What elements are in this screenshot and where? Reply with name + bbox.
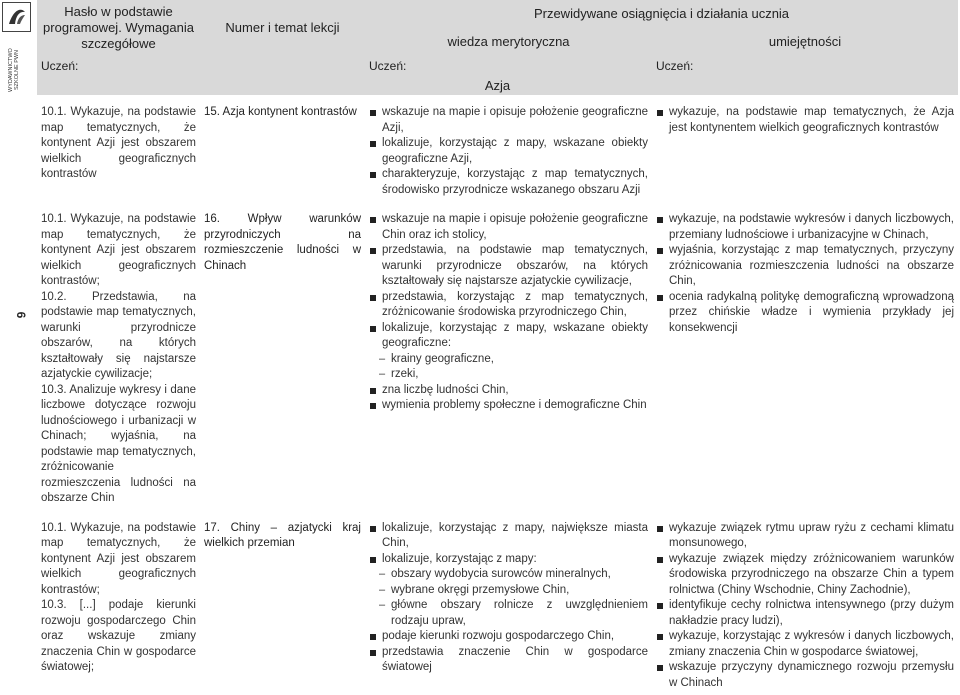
curriculum-table — [37, 0, 958, 631]
skills-cell — [652, 208, 958, 511]
student-label-1: Uczeń: — [37, 56, 365, 75]
list-item: ocenia radykalną politykę demograficzną wprowadzoną przez chińskie władze i wymienia przykłady jej konsekwencji — [656, 290, 954, 337]
list-subitem: – wybrane okręgi przemysłowe Chin, — [369, 583, 648, 599]
list-item: identyfikuje cechy rolnictwa intensywnego (przy dużym nakładzie pracy ludzi), — [656, 598, 954, 629]
lesson-cell: 17. Chiny – azjatycki kraj wielkich przemian — [200, 517, 365, 695]
list-subitem: – obszary wydobycia surowców mineralnych, — [369, 567, 648, 583]
knowledge-cell — [365, 101, 652, 202]
header-skills: umiejętności — [652, 27, 958, 56]
list-item: wykazuje związek rytmu upraw ryżu z cechami klimatu monsunowego, — [656, 521, 954, 552]
list-item: wyjaśnia, korzystając z map tematycznych, przyczyny zróżnicowania rozmieszczenia ludności na obszarze Chin, — [656, 243, 954, 290]
requirement-text: 10.1. Wykazuje, na podstawie map tematycznych, że kontynent Azji jest obszarem wielkich geograficznych kontrastów — [41, 105, 196, 183]
logo-swirl-icon — [6, 6, 28, 28]
list-item: wskazuje przyczyny dynamicznego rozwoju przemysłu w Chinach — [656, 660, 954, 691]
section-title: Azja — [37, 75, 958, 95]
list-item: podaje kierunki rozwoju gospodarczego Chin, — [369, 629, 648, 645]
lesson-cell: 16. Wpływ warunków przyrodniczych na rozmieszczenie ludności w Chinach — [200, 208, 365, 511]
lesson-cell: 15. Azja kontynent kontrastów — [200, 101, 365, 202]
knowledge-cell — [365, 517, 652, 695]
requirement-text: 10.1. Wykazuje, na podstawie map tematycznych, że kontynent Azji jest obszarem wielkich geograficznych kontrastów; — [41, 521, 196, 599]
requirements-cell — [37, 208, 200, 511]
requirements-cell — [37, 517, 200, 695]
sidebar — [0, 0, 33, 631]
list-item: wskazuje na mapie i opisuje położenie geograficzne Azji, — [369, 105, 648, 136]
list-item: lokalizuje, korzystając z mapy, wskazane obiekty geograficzne: — [369, 321, 648, 352]
knowledge-cell — [365, 208, 652, 511]
list-subitem: – rzeki, — [369, 367, 648, 383]
list-item: zna liczbę ludności Chin, — [369, 383, 648, 399]
list-item: wykazuje związek między zróżnicowaniem warunków środowiska przyrodniczego na obszarze Chin a typem rolnictwa (Chiny Wschodnie, Chiny Zachodnie), — [656, 552, 954, 599]
skills-cell — [652, 101, 958, 202]
student-label-2: Uczeń: — [365, 56, 652, 75]
requirement-text: 10.3. Analizuje wykresy i dane liczbowe dotyczące rozwoju ludnościowego i urbanizacji w Chinach; wyjaśnia, na podstawie map tematycznych, zróżnicowanie rozmieszczenia ludności na obszarze Chin — [41, 383, 196, 507]
header-lesson: Numer i temat lekcji — [200, 0, 365, 56]
page-number: 6 — [8, 305, 28, 325]
list-item: wskazuje na mapie i opisuje położenie geograficzne Chin oraz ich stolicy, — [369, 212, 648, 243]
list-item: wykazuje, na podstawie map tematycznych, że Azja jest kontynentem wielkich geograficznych kontrastów — [656, 105, 954, 136]
list-subitem: – krainy geograficzne, — [369, 352, 648, 368]
header-requirements: Hasło w podstawie programowej. Wymagania szczegółowe — [37, 0, 200, 56]
publisher-logo — [2, 2, 31, 32]
table-row — [37, 101, 958, 202]
list-item: przedstawia znaczenie Chin w gospodarce światowej — [369, 645, 648, 676]
header-knowledge: wiedza merytoryczna — [365, 27, 652, 56]
student-label-3: Uczeń: — [652, 56, 958, 75]
list-item: wymienia problemy społeczne i demograficzne Chin — [369, 398, 648, 414]
list-item: charakteryzuje, korzystając z map tematycznych, środowisko przyrodnicze wskazanego obszaru Azji — [369, 167, 648, 198]
requirement-text: 10.3. [...] podaje kierunki rozwoju gospodarczego Chin oraz wskazuje zmiany znaczenia Chin w gospodarce światowej; — [41, 598, 196, 676]
list-item: lokalizuje, korzystając z mapy, wskazane obiekty geograficzne Azji, — [369, 136, 648, 167]
requirements-cell — [37, 101, 200, 202]
requirement-text: 10.2. Przedstawia, na podstawie map tematycznych, warunki przyrodnicze obszarów, na których kształtowały się najstarsze azjatyckie cywilizacje; — [41, 290, 196, 383]
table-row — [37, 208, 958, 511]
header-outcomes: Przewidywane osiągnięcia i działania ucznia — [365, 0, 958, 27]
list-item: wykazuje, na podstawie wykresów i danych liczbowych, przemiany ludnościowe i urbanizacyjne w Chinach, — [656, 212, 954, 243]
table-row — [37, 517, 958, 695]
skills-cell — [652, 517, 958, 695]
publisher-name: WYDAWNICTWO SZKOLNE PWN — [8, 40, 26, 100]
requirement-text: 10.1. Wykazuje, na podstawie map tematycznych, że kontynent Azji jest obszarem wielkich geograficznych kontrastów; — [41, 212, 196, 290]
list-item: przedstawia, korzystając z map tematycznych, zróżnicowanie środowiska przyrodniczego Chin, — [369, 290, 648, 321]
list-item: wykazuje, korzystając z wykresów i danych liczbowych, zmiany znaczenia Chin w gospodarce światowej, — [656, 629, 954, 660]
list-item: przedstawia, na podstawie map tematycznych, warunki przyrodnicze obszarów, na których kształtowały się najstarsze azjatyckie cywilizacje, — [369, 243, 648, 290]
list-subitem: – główne obszary rolnicze z uwzględnieniem rodzaju upraw, — [369, 598, 648, 629]
list-item: lokalizuje, korzystając z mapy: — [369, 552, 648, 568]
list-item: lokalizuje, korzystając z mapy, największe miasta Chin, — [369, 521, 648, 552]
